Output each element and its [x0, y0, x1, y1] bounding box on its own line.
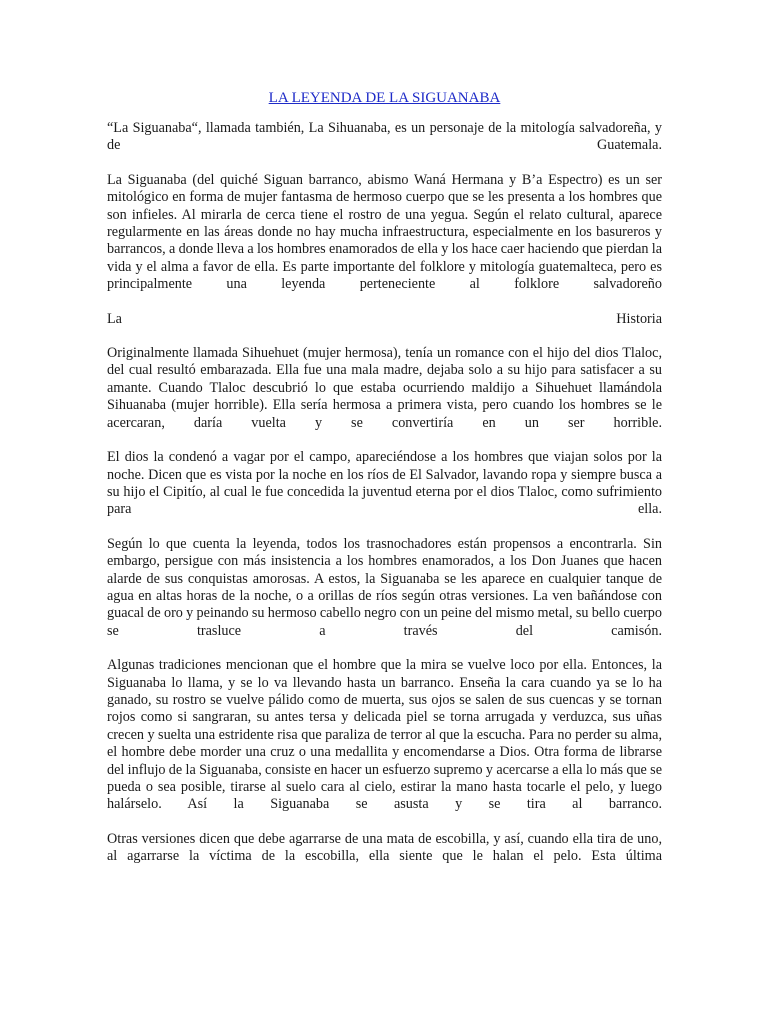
paragraph-intro: “La Siguanaba“, llamada también, La Sihuanaba, es un personaje de la mitología salvadoreña, y de Guatemala. — [107, 120, 662, 154]
paragraph-condemnation: El dios la condenó a vagar por el campo, apareciéndose a los hombres que viajan solos por la noche. Dicen que es vista por la noche en los ríos de El Salvador, lavando ropa y siempre busca a su hijo el Cipitío, al cual le fue concedida la juventud eterna por el dios Tlaloc, como sufrimiento para ella. — [107, 449, 662, 518]
document-title: LA LEYENDA DE LA SIGUANABA — [268, 90, 501, 106]
paragraph-legend: Según lo que cuenta la leyenda, todos los trasnochadores están propensos a encontrarla. Sin embargo, persigue con más insistencia a los hombres enamorados, a los Don Juanes que hacen alarde de sus conquistas amorosas. A estos, la Siguanaba se les aparece en cualquier tanque de agua en altas horas de la noche, o a orillas de ríos según otras versiones. La ven bañándose con guacal de oro y peinando su hermoso cabello negro con un peine del mismo metal, su bello cuerpo se trasluce a través del camisón. — [107, 535, 662, 639]
section-heading-history: La Historia — [107, 310, 662, 327]
paragraph-origin: Originalmente llamada Sihuehuet (mujer hermosa), tenía un romance con el hijo del dios Tlaloc, del cual resultó embarazada. Ella fue una mala madre, dejaba solo a su hijo para satisfacer a su amante. Cuando Tlaloc descubrió lo que estaba ocurriendo maldijo a Sihuehuet llamándola Sihuanaba (mujer horrible). Ella sería hermosa a primera vista, pero cuando los hombres se le acercaran, daría vuelta y se convertiría en un ser horrible. — [107, 345, 662, 431]
document-page — [107, 88, 662, 866]
paragraph-other-versions: Otras versiones dicen que debe agarrarse de una mata de escobilla, y así, cuando ella tira de uno, al agarrarse la víctima de la escobilla, ella siente que le halan el pelo. Esta última — [107, 830, 662, 865]
paragraph-description: La Siguanaba (del quiché Siguan barranco, abismo Waná Hermana y B’a Espectro) es un ser mitológico en forma de mujer fantasma de hermoso cuerpo que se les presenta a los hombres que son infieles. Al mirarla de cerca tiene el rostro de una yegua. Según el relato cultural, aparece regularmente en las áreas donde no hay mucha infraestructura, especialmente en los basureros y barrancos, a donde lleva a los hombres enamorados de ella y los hace caer haciendo que pierdan la vida y el alma a favor de ella. Es parte importante del folklore y mitología guatemalteca, pero es principalmente una leyenda perteneciente al folklore salvadoreño — [107, 171, 662, 293]
paragraph-traditions: Algunas tradiciones mencionan que el hombre que la mira se vuelve loco por ella. Entonces, la Siguanaba lo llama, y se lo va llevando hasta un barranco. Enseña la cara cuando ya se lo ha ganado, su rostro se vuelve pálido como de muerta, sus ojos se salen de sus cuencas y se tornan rojos como si sangraran, su antes tersa y delicada piel se torna arrugada y verduzca, sus uñas crecen y suelta una estridente risa que paraliza de terror al que la escucha. Para no perder su alma, el hombre debe morder una cruz o una medallita y encomendarse a Dios. Otra forma de librarse del influjo de la Siguanaba, consiste en hacer un esfuerzo supremo y acercarse a ella lo más que se pueda o sea posible, tirarse al suelo cara al cielo, estirar la mano hasta tocarle el pelo, y luego halárselo. Así la Siguanaba se asusta y se tira al barranco. — [107, 657, 662, 813]
